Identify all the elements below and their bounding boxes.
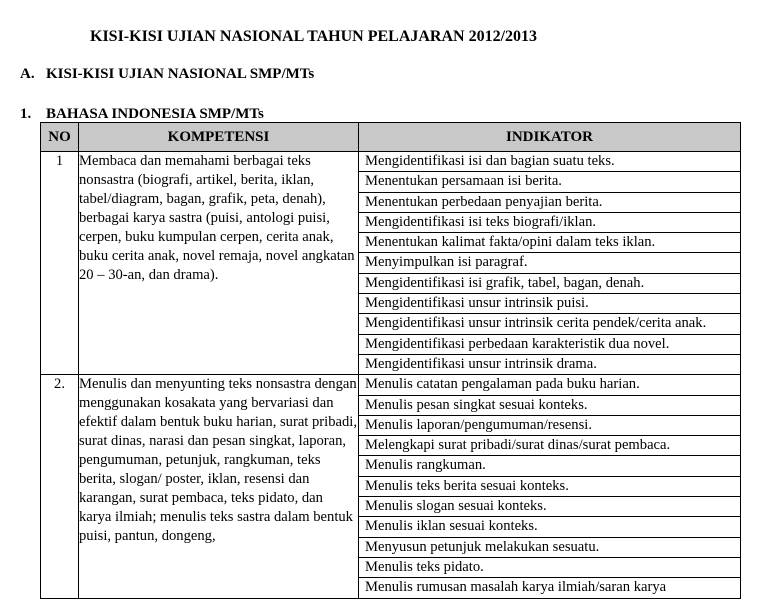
indikator-item: Menulis teks berita sesuai konteks. bbox=[359, 476, 740, 496]
indikator-item: Menulis catatan pengalaman pada buku harian. bbox=[359, 375, 740, 395]
subsection-label: BAHASA INDONESIA SMP/MTs bbox=[46, 106, 264, 122]
indikator-item: Menulis slogan sesuai konteks. bbox=[359, 497, 740, 517]
row-number: 2. bbox=[41, 375, 79, 598]
indikator-item: Menulis teks pidato. bbox=[359, 557, 740, 577]
header-kompetensi: KOMPETENSI bbox=[79, 123, 359, 152]
kisi-kisi-table bbox=[40, 122, 741, 599]
kompetensi-text: Membaca dan memahami berbagai teks nonsastra (biografi, artikel, berita, iklan, tabel/diagram, bagan, grafik, peta, denah), berbagai karya sastra (puisi, antologi puisi, cerpen, buku kumpulan cerpen, cerita anak, buku cerita anak, novel remaja, novel angkatan 20 – 30-an, dan drama). bbox=[79, 152, 359, 375]
kompetensi-text: Menulis dan menyunting teks nonsastra dengan menggunakan kosakata yang bervariasi dan efektif dalam bentuk buku harian, surat pribadi, surat dinas, narasi dan pesan singkat, laporan, pengumuman, petunjuk, rangkuman, teks berita, slogan/ poster, iklan, resensi dan karangan, surat pembaca, teks pidato, dan karya ilmiah; menulis teks sastra dalam bentuk puisi, pantun, dongeng, bbox=[79, 375, 359, 598]
indikator-cell bbox=[359, 152, 741, 375]
indikator-item: Menyimpulkan isi paragraf. bbox=[359, 253, 740, 273]
indikator-item: Menulis pesan singkat sesuai konteks. bbox=[359, 395, 740, 415]
indikator-item: Mengidentifikasi unsur intrinsik cerita pendek/cerita anak. bbox=[359, 314, 740, 334]
indikator-item: Melengkapi surat pribadi/surat dinas/surat pembaca. bbox=[359, 436, 740, 456]
indikator-item: Mengidentifikasi isi dan bagian suatu teks. bbox=[359, 152, 740, 172]
section-number: A. bbox=[20, 66, 35, 82]
indikator-item: Menentukan kalimat fakta/opini dalam teks iklan. bbox=[359, 233, 740, 253]
indikator-item: Menulis rangkuman. bbox=[359, 456, 740, 476]
indikator-list bbox=[359, 375, 740, 597]
indikator-item: Mengidentifikasi isi teks biografi/iklan. bbox=[359, 212, 740, 232]
indikator-cell bbox=[359, 375, 741, 598]
indikator-item: Mengidentifikasi unsur intrinsik drama. bbox=[365, 355, 597, 372]
indikator-list bbox=[359, 152, 740, 374]
indikator-item: Menulis laporan/pengumuman/resensi. bbox=[359, 415, 740, 435]
indikator-item: Menyusun petunjuk melakukan sesuatu. bbox=[359, 537, 740, 557]
header-indikator: INDIKATOR bbox=[359, 123, 741, 152]
table-row bbox=[41, 152, 741, 375]
section-label: KISI-KISI UJIAN NASIONAL SMP/MTs bbox=[46, 66, 315, 82]
table-row bbox=[41, 375, 741, 598]
indikator-item: Menulis rumusan masalah karya ilmiah/saran karya bbox=[365, 579, 667, 596]
row-number: 1 bbox=[41, 152, 79, 375]
indikator-item: Mengidentifikasi unsur intrinsik puisi. bbox=[359, 294, 740, 314]
indikator-item: Menentukan persamaan isi berita. bbox=[359, 172, 740, 192]
header-no: NO bbox=[41, 123, 79, 152]
document-title: KISI-KISI UJIAN NASIONAL TAHUN PELAJARAN 2012/2013 bbox=[90, 28, 538, 45]
table-header-row bbox=[41, 123, 741, 152]
section-heading bbox=[20, 66, 314, 83]
subsection-heading bbox=[20, 106, 264, 123]
indikator-item: Mengidentifikasi isi grafik, tabel, bagan, denah. bbox=[359, 273, 740, 293]
indikator-item: Menentukan perbedaan penyajian berita. bbox=[359, 192, 740, 212]
indikator-item: Menulis iklan sesuai konteks. bbox=[359, 517, 740, 537]
subsection-number: 1. bbox=[20, 106, 32, 122]
indikator-item: Mengidentifikasi perbedaan karakteristik dua novel. bbox=[359, 334, 740, 354]
